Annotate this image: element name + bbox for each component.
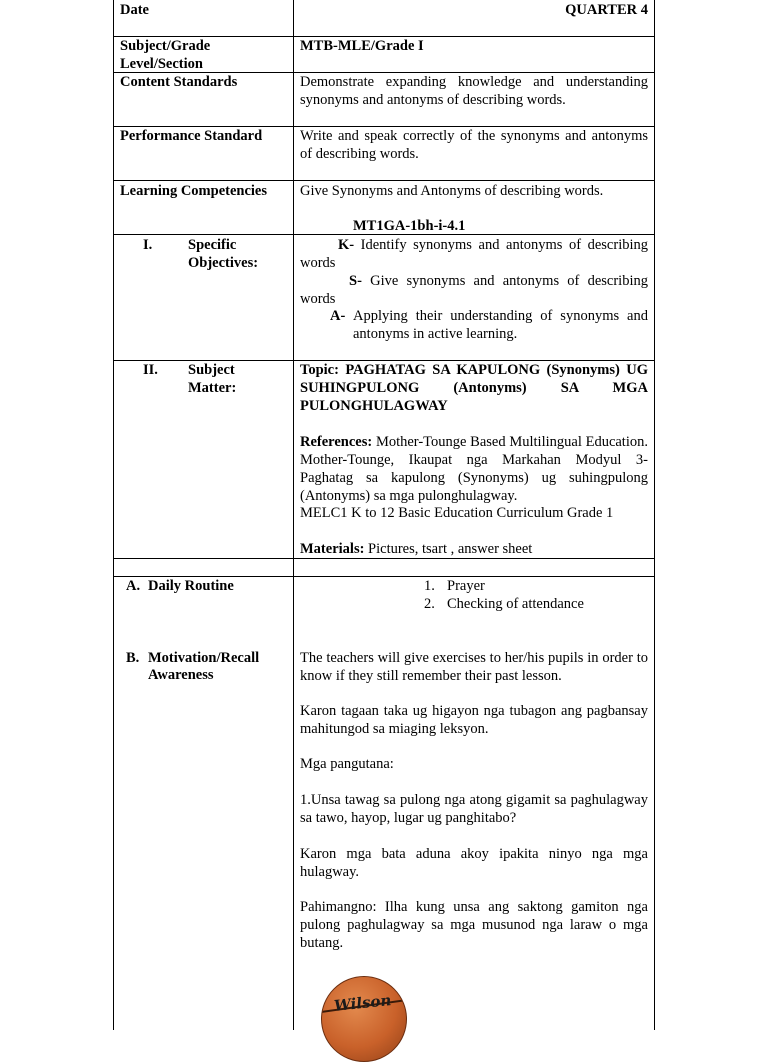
motivation-question-1: 1.Unsa tawag sa pulong nga atong gigamit sa paghulagway sa tawo, hayop, lugar ug panghitabo?: [300, 792, 648, 826]
performance-standard-label: Performance Standard: [120, 128, 263, 144]
objective-k-letter: K-: [338, 237, 355, 253]
ball-logo: Wilson: [333, 991, 393, 1015]
performance-standard-value: Write and speak correctly of the synonyms and antonyms of describing words.: [300, 128, 648, 162]
objective-skill: [300, 272, 648, 290]
daily-routine-letter: A.: [126, 578, 141, 594]
subject-matter-number: II.: [143, 362, 158, 378]
subject-label-line1: Subject/Grade: [120, 38, 211, 54]
materials-label: Materials:: [300, 541, 365, 557]
subject-matter-label-line1: Subject: [188, 362, 235, 378]
objective-s-text-wrap: words: [300, 291, 336, 307]
basketball-image: [321, 976, 407, 1062]
daily-routine-label: Daily Routine: [148, 578, 234, 594]
motivation-paragraph-1: The teachers will give exercises to her/his pupils in order to know if they still remember their past lesson.: [300, 650, 648, 684]
routine-item-2-num: 2.: [424, 596, 435, 612]
column-divider: [293, 0, 294, 1030]
learning-competencies-label: Learning Competencies: [120, 183, 267, 199]
motivation-label-line2: Awareness: [148, 667, 214, 683]
objective-a-letter: A-: [330, 308, 346, 324]
row-divider: [113, 180, 655, 181]
routine-item-1-text: Prayer: [447, 578, 485, 594]
motivation-paragraph-6: Pahimangno: Ilha kung unsa ang saktong gamiton nga pulong paghulagway sa mga musunod nga laraw o mga butang.: [300, 899, 648, 951]
date-label: Date: [120, 2, 149, 18]
objectives-label-line1: Specific: [188, 237, 237, 253]
competency-code: MT1GA-1bh-i-4.1: [353, 218, 466, 234]
motivation-paragraph-3: Mga pangutana:: [300, 756, 394, 772]
materials-text: [300, 540, 648, 558]
objective-k-text: Identify synonyms and antonyms of describing: [360, 237, 648, 253]
subject-matter-label-line2: Matter:: [188, 380, 237, 396]
references-label: References:: [300, 434, 373, 450]
topic-text: Topic: PAGHATAG SA KAPULONG (Synonyms) UG SUHINGPULONG (Antonyms) SA MGA PULONGHULAGWAY: [300, 362, 648, 414]
quarter-label: QUARTER 4: [565, 2, 648, 18]
routine-item-2-text: Checking of attendance: [447, 596, 584, 612]
content-standards-label: Content Standards: [120, 74, 238, 90]
objective-knowledge: [300, 236, 648, 254]
objective-k-text-wrap: words: [300, 255, 336, 271]
objective-a-text: Applying their understanding of synonyms and antonyms in active learning.: [353, 308, 648, 342]
learning-competencies-value: Give Synonyms and Antonyms of describing words.: [300, 183, 604, 199]
motivation-paragraph-2: Karon tagaan taka ug higayon nga tubagon ang pagbansay mahitungod sa miaging leksyon.: [300, 703, 648, 737]
objectives-label-line2: Objectives:: [188, 255, 259, 271]
references-body: Mother-Tounge Based Multilingual Education. Mother-Tounge, Ikaupat nga Markahan Modyul 3- Paghatag sa kapulong (Synonyms) ug suhingpulong (Antonyms) sa mga pulonghulagway.: [300, 434, 648, 504]
motivation-letter: B.: [126, 650, 140, 666]
row-divider: [113, 558, 655, 559]
motivation-label-line1: Motivation/Recall: [148, 650, 260, 666]
objective-s-text: Give synonyms and antonyms of describing: [370, 273, 648, 289]
materials-body: Pictures, tsart , answer sheet: [368, 541, 533, 557]
subject-value: MTB-MLE/Grade I: [300, 38, 424, 54]
routine-item-1-num: 1.: [424, 578, 435, 594]
references-melc: MELC1 K to 12 Basic Education Curriculum Grade 1: [300, 505, 614, 521]
motivation-paragraph-5: Karon mga bata aduna akoy ipakita ninyo nga mga hulagway.: [300, 846, 648, 880]
references-text: [300, 433, 648, 505]
subject-label-line2: Level/Section: [120, 56, 203, 72]
objectives-number: I.: [143, 237, 153, 253]
objective-s-letter: S-: [349, 273, 362, 289]
content-standards-value: Demonstrate expanding knowledge and understanding synonyms and antonyms of describing words.: [300, 74, 648, 108]
